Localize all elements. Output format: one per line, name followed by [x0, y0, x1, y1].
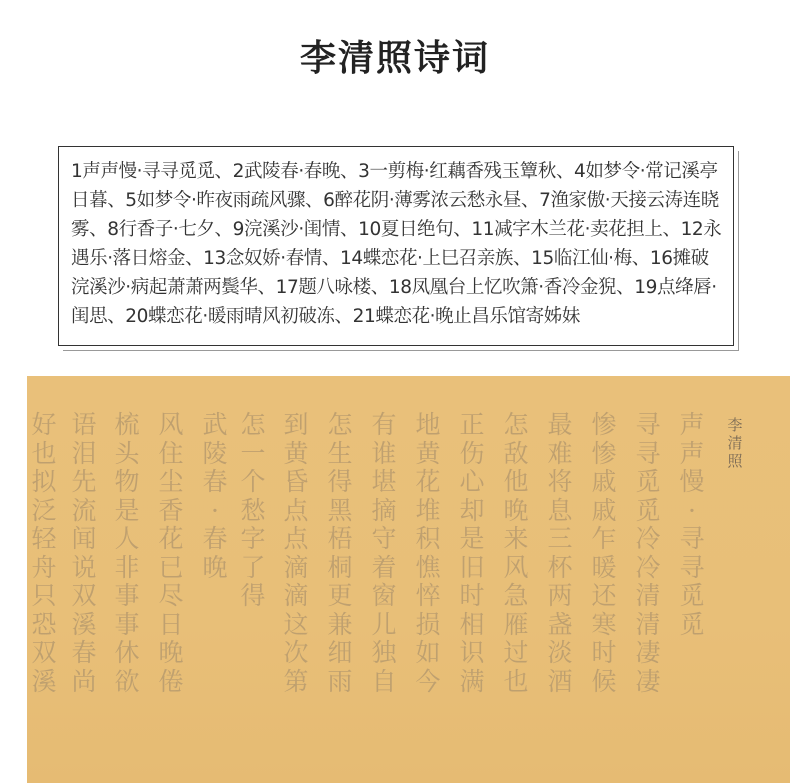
calligraphy-char: 黄 — [283, 438, 309, 468]
calligraphy-char: 春 — [71, 638, 97, 667]
calligraphy-char: 得 — [327, 467, 353, 496]
calligraphy-char: 陵 — [202, 438, 228, 468]
calligraphy-char: 戚 — [591, 495, 617, 525]
calligraphy-char: 泪 — [71, 438, 97, 468]
calligraphy-char: 伤 — [459, 438, 485, 468]
calligraphy-char: 怎 — [240, 410, 266, 439]
calligraphy-column — [543, 411, 577, 696]
calligraphy-char: 了 — [240, 552, 266, 582]
calligraphy-char: 晚 — [158, 638, 184, 667]
calligraphy-char: 清 — [635, 581, 661, 610]
calligraphy-char: 非 — [114, 552, 140, 582]
calligraphy-char: 日 — [158, 609, 184, 639]
calligraphy-char: 物 — [114, 467, 140, 496]
calligraphy-char: 双 — [31, 638, 57, 667]
calligraphy-char: 滴 — [283, 552, 309, 582]
calligraphy-char: · — [688, 495, 696, 525]
calligraphy-char: 时 — [459, 581, 485, 610]
calligraphy-char: 怎 — [327, 410, 353, 439]
calligraphy-column — [236, 411, 270, 611]
calligraphy-char: 自 — [371, 666, 397, 696]
calligraphy-char: 冷 — [635, 524, 661, 553]
calligraphy-char: 悴 — [415, 581, 441, 610]
calligraphy-char: 人 — [114, 524, 140, 553]
calligraphy-char: 守 — [371, 524, 397, 553]
calligraphy-char: 儿 — [371, 609, 397, 639]
calligraphy-column — [323, 411, 357, 696]
calligraphy-char: 溪 — [31, 666, 57, 696]
calligraphy-char: 更 — [327, 581, 353, 610]
calligraphy-char: 凄 — [635, 638, 661, 667]
calligraphy-char: 得 — [240, 581, 266, 610]
calligraphy-char: 觅 — [635, 495, 661, 525]
author-char: 清 — [727, 434, 743, 452]
calligraphy-char: 旧 — [459, 552, 485, 582]
calligraphy-char: 点 — [283, 524, 309, 553]
calligraphy-char: 点 — [283, 495, 309, 525]
calligraphy-char: 晚 — [503, 495, 529, 525]
calligraphy-char: 黄 — [415, 438, 441, 468]
calligraphy-char: 武 — [202, 410, 228, 439]
calligraphy-char: 候 — [591, 666, 617, 696]
calligraphy-char: 溪 — [71, 609, 97, 639]
calligraphy-char: 三 — [547, 524, 573, 553]
calligraphy-char: 是 — [114, 495, 140, 525]
calligraphy-char: 轻 — [31, 524, 57, 553]
calligraphy-column — [499, 411, 533, 696]
author-char: 照 — [727, 452, 743, 470]
calligraphy-char: · — [211, 495, 219, 525]
calligraphy-char: 寻 — [679, 524, 705, 553]
calligraphy-char: 损 — [415, 609, 441, 639]
calligraphy-char: 尽 — [158, 581, 184, 610]
calligraphy-char: 花 — [158, 524, 184, 553]
calligraphy-char: 尚 — [71, 666, 97, 696]
calligraphy-char: 最 — [547, 410, 573, 439]
calligraphy-char: 寻 — [635, 410, 661, 439]
calligraphy-char: 息 — [547, 495, 573, 525]
calligraphy-char: 盏 — [547, 609, 573, 639]
calligraphy-char: 他 — [503, 467, 529, 496]
calligraphy-char: 泛 — [31, 495, 57, 525]
calligraphy-char: 兼 — [327, 609, 353, 639]
calligraphy-column — [587, 411, 621, 696]
calligraphy-char: 风 — [158, 410, 184, 439]
calligraphy-char: 好 — [31, 410, 57, 439]
calligraphy-char: 凄 — [635, 666, 661, 696]
calligraphy-char: 桐 — [327, 552, 353, 582]
calligraphy-char: 头 — [114, 438, 140, 468]
calligraphy-char: 积 — [415, 524, 441, 553]
poem-list-box — [58, 146, 734, 346]
calligraphy-char: 事 — [114, 609, 140, 639]
calligraphy-char: 难 — [547, 438, 573, 468]
calligraphy-char: 舟 — [31, 552, 57, 582]
calligraphy-char: 休 — [114, 638, 140, 667]
calligraphy-char: 寻 — [679, 552, 705, 582]
calligraphy-char: 急 — [503, 581, 529, 610]
calligraphy-char: 地 — [415, 410, 441, 439]
calligraphy-char: 雁 — [503, 609, 529, 639]
calligraphy-char: 觅 — [679, 609, 705, 639]
calligraphy-column — [675, 411, 709, 639]
calligraphy-char: 也 — [31, 438, 57, 468]
calligraphy-char: 香 — [158, 495, 184, 525]
calligraphy-char: 欲 — [114, 666, 140, 696]
calligraphy-char: 流 — [71, 495, 97, 525]
calligraphy-char: 冷 — [635, 552, 661, 582]
calligraphy-char: 双 — [71, 581, 97, 610]
calligraphy-author — [724, 416, 746, 470]
calligraphy-char: 觅 — [635, 467, 661, 496]
calligraphy-column — [367, 411, 401, 696]
calligraphy-char: 晚 — [202, 552, 228, 582]
calligraphy-char: 乍 — [591, 524, 617, 553]
calligraphy-column — [198, 411, 232, 582]
calligraphy-char: 住 — [158, 438, 184, 468]
calligraphy-char: 怎 — [503, 410, 529, 439]
calligraphy-char: 声 — [679, 438, 705, 468]
calligraphy-char: 独 — [371, 638, 397, 667]
calligraphy-char: 事 — [114, 581, 140, 610]
calligraphy-char: 正 — [459, 410, 485, 439]
calligraphy-char: 生 — [327, 438, 353, 468]
calligraphy-char: 堆 — [415, 495, 441, 525]
calligraphy-column — [455, 411, 489, 696]
calligraphy-char: 识 — [459, 638, 485, 667]
calligraphy-char: 如 — [415, 638, 441, 667]
calligraphy-char: 时 — [591, 638, 617, 667]
calligraphy-char: 个 — [240, 467, 266, 496]
calligraphy-char: 杯 — [547, 552, 573, 582]
calligraphy-column — [279, 411, 313, 696]
calligraphy-char: 细 — [327, 638, 353, 667]
calligraphy-char: 尘 — [158, 467, 184, 496]
calligraphy-char: 只 — [31, 581, 57, 610]
calligraphy-char: 憔 — [415, 552, 441, 582]
calligraphy-char: 觅 — [679, 581, 705, 610]
calligraphy-char: 愁 — [240, 495, 266, 525]
calligraphy-char: 次 — [283, 638, 309, 667]
calligraphy-char: 着 — [371, 552, 397, 582]
calligraphy-paper — [27, 376, 790, 783]
calligraphy-char: 春 — [202, 524, 228, 553]
calligraphy-char: 滴 — [283, 581, 309, 610]
calligraphy-char: 倦 — [158, 666, 184, 696]
calligraphy-char: 先 — [71, 467, 97, 496]
calligraphy-char: 却 — [459, 495, 485, 525]
calligraphy-char: 恐 — [31, 609, 57, 639]
calligraphy-char: 堪 — [371, 467, 397, 496]
page-title: 李清照诗词 — [299, 38, 490, 79]
author-char: 李 — [727, 416, 743, 434]
calligraphy-char: 敌 — [503, 438, 529, 468]
calligraphy-char: 心 — [459, 467, 485, 496]
calligraphy-char: 梳 — [114, 410, 140, 439]
calligraphy-char: 戚 — [591, 467, 617, 496]
calligraphy-char: 花 — [415, 467, 441, 496]
calligraphy-char: 已 — [158, 552, 184, 582]
calligraphy-char: 这 — [283, 609, 309, 639]
calligraphy-char: 寒 — [591, 609, 617, 639]
calligraphy-char: 也 — [503, 666, 529, 696]
calligraphy-char: 暖 — [591, 552, 617, 582]
calligraphy-char: 昏 — [283, 467, 309, 496]
calligraphy-char: 声 — [679, 410, 705, 439]
calligraphy-char: 来 — [503, 524, 529, 553]
calligraphy-char: 春 — [202, 467, 228, 496]
calligraphy-char: 今 — [415, 666, 441, 696]
calligraphy-char: 闻 — [71, 524, 97, 553]
calligraphy-char: 过 — [503, 638, 529, 667]
calligraphy-char: 拟 — [31, 467, 57, 496]
calligraphy-char: 惨 — [591, 438, 617, 468]
calligraphy-char: 是 — [459, 524, 485, 553]
calligraphy-char: 还 — [591, 581, 617, 610]
calligraphy-column — [27, 411, 61, 696]
calligraphy-column — [411, 411, 445, 696]
calligraphy-char: 字 — [240, 524, 266, 553]
calligraphy-char: 风 — [503, 552, 529, 582]
calligraphy-char: 有 — [371, 410, 397, 439]
calligraphy-char: 说 — [71, 552, 97, 582]
calligraphy-char: 慢 — [679, 467, 705, 496]
calligraphy-char: 清 — [635, 609, 661, 639]
calligraphy-char: 谁 — [371, 438, 397, 468]
calligraphy-char: 第 — [283, 666, 309, 696]
calligraphy-char: 到 — [283, 410, 309, 439]
calligraphy-char: 梧 — [327, 524, 353, 553]
poem-list-text: 1声声慢·寻寻觅觅、2武陵春·春晚、3一剪梅·红藕香残玉簟秋、4如梦令·常记溪亭日暮、5如梦令·昨夜雨疏风骤、6醉花阴·薄雾浓云愁永昼、7渔家傲·天接云涛连晓雾、8行香子·七夕、9浣溪沙·闺情、10夏日绝句、11减字木兰花·卖花担上、12永遇乐·落日熔金、13念奴娇·春情、14蝶恋花·上巳召亲族、15临江仙·梅、16摊破浣溪沙·病起萧萧两鬓华、17题八咏楼、18凤凰台上忆吹箫·香冷金猊、19点绛唇·闺思、20蝶恋花·暖雨晴风初破冻、21蝶恋花·晚止昌乐馆寄姊妹 — [71, 161, 722, 327]
calligraphy-column — [631, 411, 665, 696]
calligraphy-char: 摘 — [371, 495, 397, 525]
calligraphy-char: 两 — [547, 581, 573, 610]
calligraphy-char: 满 — [459, 666, 485, 696]
calligraphy-char: 雨 — [327, 666, 353, 696]
calligraphy-char: 将 — [547, 467, 573, 496]
calligraphy-column — [67, 411, 101, 696]
calligraphy-char: 淡 — [547, 638, 573, 667]
calligraphy-char: 窗 — [371, 581, 397, 610]
calligraphy-char: 语 — [71, 410, 97, 439]
calligraphy-column — [154, 411, 188, 696]
calligraphy-char: 惨 — [591, 410, 617, 439]
calligraphy-char: 黑 — [327, 495, 353, 525]
calligraphy-char: 相 — [459, 609, 485, 639]
calligraphy-char: 一 — [240, 438, 266, 468]
calligraphy-char: 寻 — [635, 438, 661, 468]
calligraphy-column — [110, 411, 144, 696]
calligraphy-char: 酒 — [547, 666, 573, 696]
